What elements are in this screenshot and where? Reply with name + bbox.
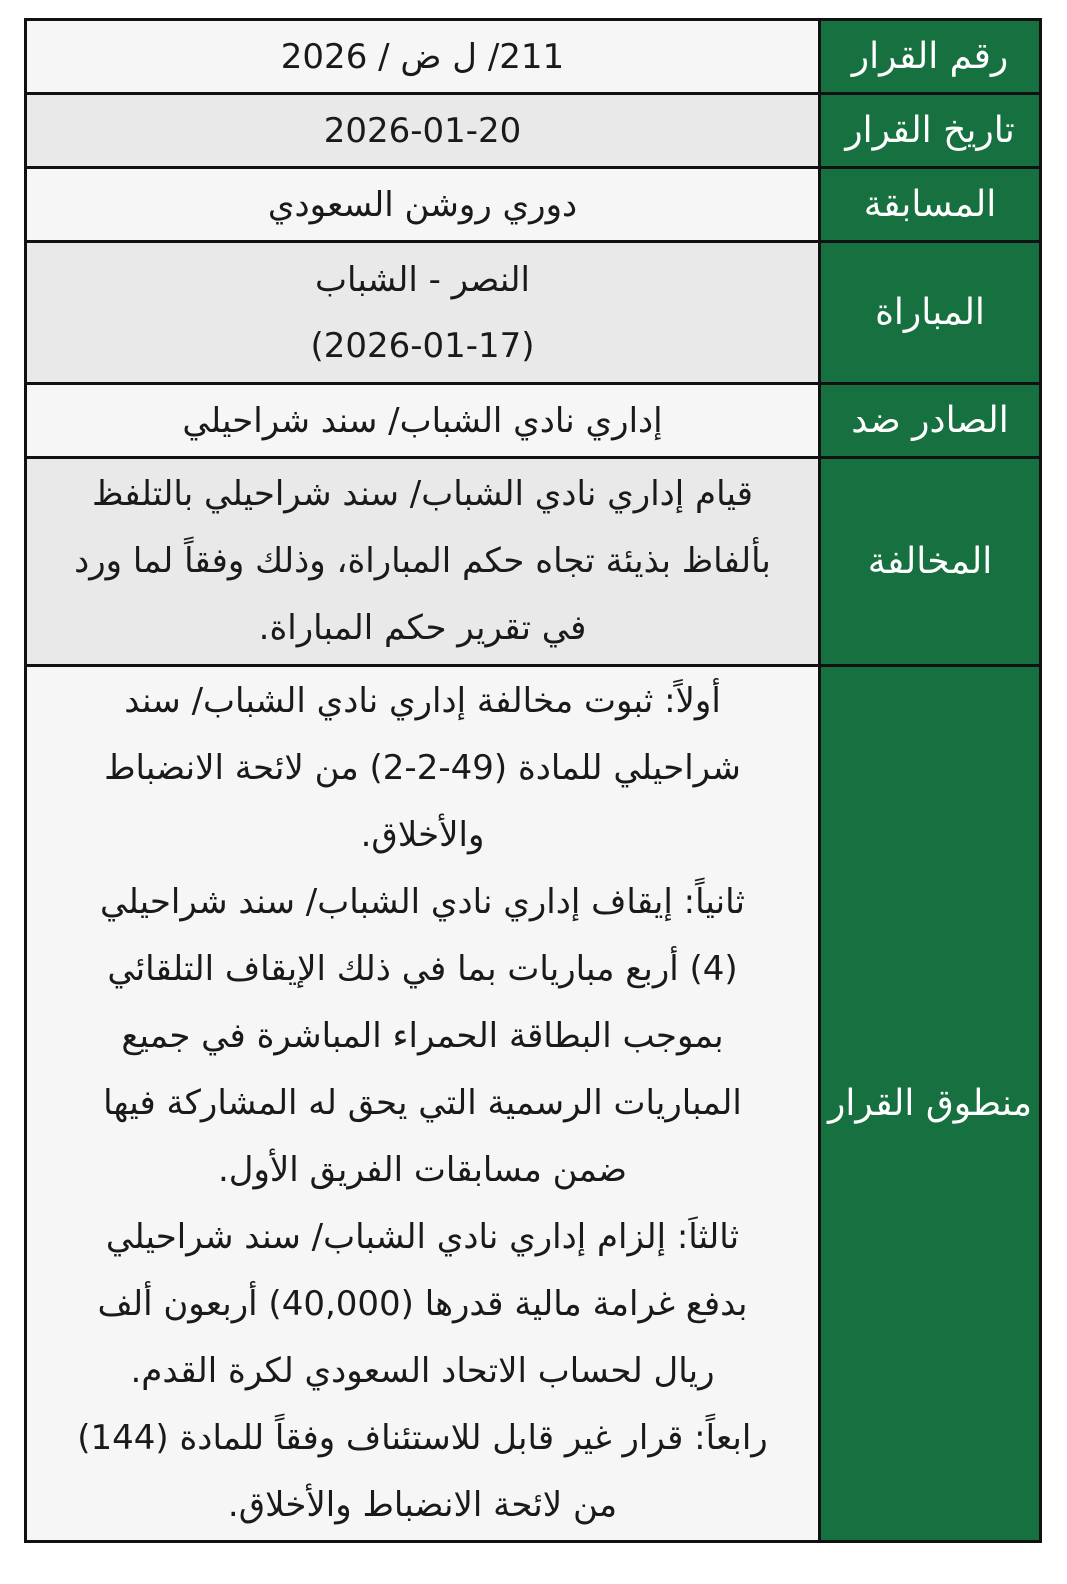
label-decision-date: تاريخ القرار [820,94,1041,168]
row-competition [26,168,1041,242]
decision-line: أولاً: ثبوت مخالفة إداري نادي الشباب/ سند [124,681,721,721]
decision-line: بموجب البطاقة الحمراء المباشرة في جميع [121,1016,724,1056]
label-issued-against: الصادر ضد [820,384,1041,458]
decision-line: بدفع غرامة مالية قدرها (40,000) أربعون ألف [97,1284,748,1324]
value-match [26,242,820,384]
row-decision-date [26,94,1041,168]
decision-line: ثانياً: إيقاف إداري نادي الشباب/ سند شراحيلي [100,882,745,922]
label-decision-text: منطوق القرار [820,666,1041,1542]
decision-line: ثالثاَ: إلزام إداري نادي الشباب/ سند شراحيلي [105,1217,740,1257]
match-date: (2026-01-17) [310,325,535,366]
value-issued-against: إداري نادي الشباب/ سند شراحيلي [26,384,820,458]
decision-number-text: 211/ ل ض / 2026 [280,36,565,77]
decision-line: المباريات الرسمية التي يحق له المشاركة فيها [103,1083,742,1123]
decision-line: ضمن مسابقات الفريق الأول. [217,1150,628,1190]
violation-line: قيام إداري نادي الشباب/ سند شراحيلي بالتلفظ [92,474,753,514]
value-competition: دوري روشن السعودي [26,168,820,242]
decision-line: من لائحة الانضباط والأخلاق. [227,1485,618,1525]
violation-line: في تقرير حكم المباراة. [258,608,587,648]
decision-line: والأخلاق. [360,815,485,855]
row-decision-text [26,666,1041,1542]
value-violation [26,458,820,666]
row-match [26,242,1041,384]
violation-line: بألفاظ بذيئة تجاه حكم المباراة، وذلك وفقاً لما ورد [74,541,771,581]
value-decision-date: 2026-01-20 [26,94,820,168]
label-decision-number: رقم القرار [820,20,1041,94]
row-violation [26,458,1041,666]
value-decision-text [26,666,820,1542]
label-competition: المسابقة [820,168,1041,242]
label-match: المباراة [820,242,1041,384]
decision-line: ريال لحساب الاتحاد السعودي لكرة القدم. [130,1351,715,1391]
label-violation: المخالفة [820,458,1041,666]
decision-line: (4) أربع مباريات بما في ذلك الإيقاف التلقائي [107,949,738,989]
value-decision-number [26,20,820,94]
row-decision-number [26,20,1041,94]
decision-line: شراحيلي للمادة (49-2-2) من لائحة الانضباط [104,748,741,788]
decision-table [24,18,1042,1543]
match-teams: النصر - الشباب [315,259,530,300]
row-issued-against [26,384,1041,458]
decision-line: رابعاً: قرار غير قابل للاستئناف وفقاً للمادة (144) [77,1418,768,1458]
